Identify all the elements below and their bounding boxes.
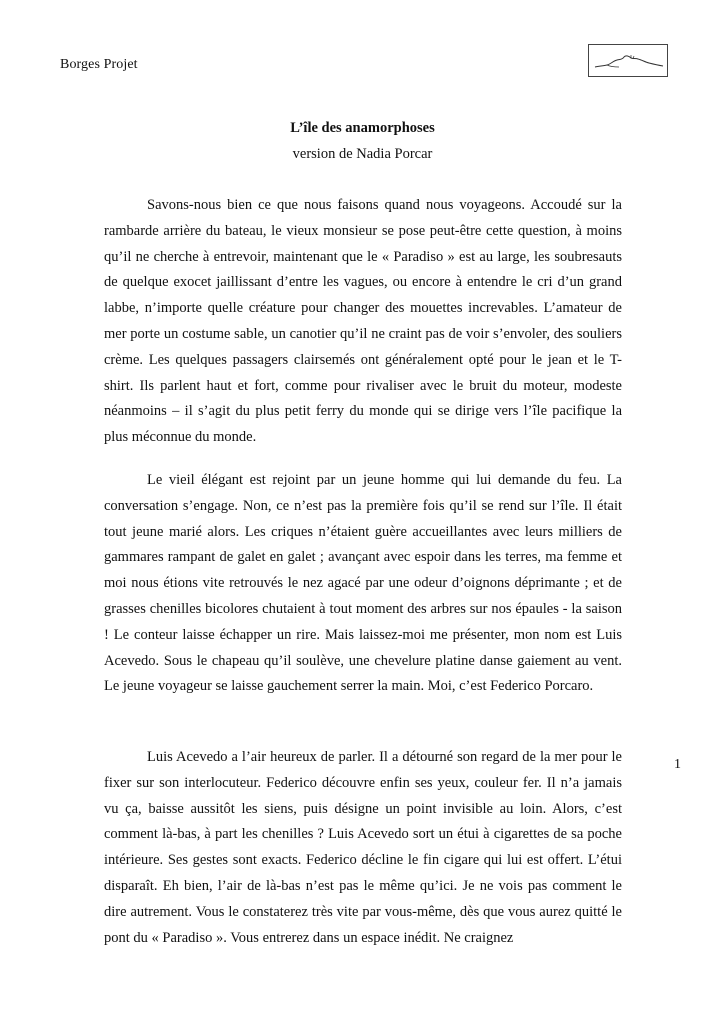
paragraph-1: Savons-nous bien ce que nous faisons quand nous voyageons. Accoudé sur la rambarde arrière du bateau, le vieux monsieur se pose peut-être cette question, à moins qu’il ne cherche à entrevoir, maintenant que le « Paradiso » est au large, les soubresauts de quelque exocet jaillissant d’entre les vagues, ou encore à entendre le cri d’un grand labbe, n’importe quelle créature pour changer des mouettes increvables. L’amateur de mer porte un costume sable, un canotier qu’il ne craint pas de voir s’envoler, des souliers crème. Les quelques passagers clairsemés ont généralement opté pour le jean et le T-shirt. Ils parlent haut et fort, comme pour rivaliser avec le bruit du moteur, modeste néanmoins – il s’agit du plus petit ferry du monde qui se dirige vers l’île pacifique la plus méconnue du monde. <box>104 197 622 446</box>
paragraph-3: Luis Acevedo a l’air heureux de parler. Il a détourné son regard de la mer pour le fixer sur son interlocuteur. Federico découvre enfin ses yeux, couleur fer. Il n’a jamais vu ça, baisse aussitôt les siens, puis désigne un point invisible au loin. Alors, c’est comment là-bas, à part les chenilles ? Luis Acevedo sort un étui à cigarettes de sa poche intérieure. Ses gestes sont exacts. Federico décline le fin cigare qui lui est offert. L’étui disparaît. Eh bien, l’air de là-bas n’est pas le même qu’ici. Je ne vois pas comment le dire autrement. Vous le constaterez très vite par vous-même, dès que vous aurez quitté le pont du « Paradiso ». Vous entrerez dans un espace inédit. Ne craignez <box>104 749 622 946</box>
document-subtitle: version de Nadia Porcar <box>292 146 433 162</box>
island-sketch-icon <box>588 44 668 77</box>
header-project-label: Borges Projet <box>60 57 138 72</box>
paragraph-2: Le vieil élégant est rejoint par un jeune homme qui lui demande du feu. La conversation s’engage. Non, ce n’est pas la première fois qu’il se rend sur l’île. Il était tout jeune marié alors. Les criques n’étaient guère accueillantes avec leurs milliers de gammares rampant de galet en galet ; avançant avec espoir dans les terres, ma femme et moi nous étions vite retrouvés le nez agacé par une odeur d’oignons déprimante ; et de grasses chenilles bicolores chutaient à tout moment des arbres sur nos épaules - la saison ! Le conteur laisse échapper un rire. Mais laissez-moi me présenter, mon nom est Luis Acevedo. Sous le chapeau qu’il soulève, une chevelure platine danse gaiement au vent. Le jeune voyageur se laisse gauchement serrer la main. Moi, c’est Federico Porcaro. <box>104 472 622 695</box>
page-number: 1 <box>674 757 681 772</box>
document-title: L’île des anamorphoses <box>290 120 435 136</box>
